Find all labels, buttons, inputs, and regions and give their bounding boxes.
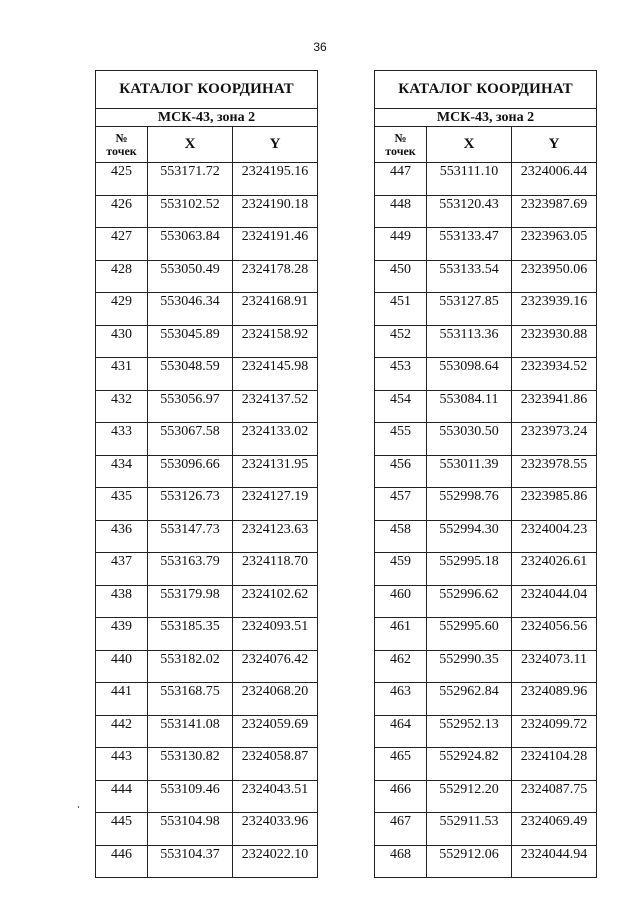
- y-coordinate: 2324006.44: [512, 163, 597, 196]
- coordinate-catalog-right: [374, 70, 597, 878]
- point-number: 443: [96, 748, 148, 781]
- x-coordinate: 553126.73: [148, 488, 233, 521]
- y-coordinate: 2324076.42: [233, 650, 318, 683]
- table-row: [375, 195, 597, 228]
- table-row: [96, 618, 318, 651]
- table-row: [375, 325, 597, 358]
- y-coordinate: 2324058.87: [233, 748, 318, 781]
- point-number: 427: [96, 228, 148, 261]
- point-number: 456: [375, 455, 427, 488]
- x-coordinate: 553111.10: [427, 163, 512, 196]
- table-row: [375, 358, 597, 391]
- table-row: [375, 455, 597, 488]
- table-row: [96, 845, 318, 878]
- point-number: 445: [96, 813, 148, 846]
- x-coordinate: 553011.39: [427, 455, 512, 488]
- y-coordinate: 2324168.91: [233, 293, 318, 326]
- x-coordinate: 553102.52: [148, 195, 233, 228]
- y-coordinate: 2324158.92: [233, 325, 318, 358]
- point-number: 446: [96, 845, 148, 878]
- table-row: [96, 650, 318, 683]
- table-row: [96, 585, 318, 618]
- point-number: 428: [96, 260, 148, 293]
- table-row: [375, 780, 597, 813]
- y-coordinate: 2324133.02: [233, 423, 318, 456]
- x-coordinate: 552995.18: [427, 553, 512, 586]
- point-number: 452: [375, 325, 427, 358]
- table-row: [96, 455, 318, 488]
- x-coordinate: 553120.43: [427, 195, 512, 228]
- x-coordinate: 552995.60: [427, 618, 512, 651]
- table-row: [96, 748, 318, 781]
- x-coordinate: 553096.66: [148, 455, 233, 488]
- column-header-number-sign: №: [394, 130, 407, 145]
- x-coordinate: 553133.47: [427, 228, 512, 261]
- point-number: 436: [96, 520, 148, 553]
- x-coordinate: 553113.36: [427, 325, 512, 358]
- y-coordinate: 2324145.98: [233, 358, 318, 391]
- point-number: 465: [375, 748, 427, 781]
- x-coordinate: 552962.84: [427, 683, 512, 716]
- point-number: 430: [96, 325, 148, 358]
- y-coordinate: 2324137.52: [233, 390, 318, 423]
- y-coordinate: 2323987.69: [512, 195, 597, 228]
- point-number: 440: [96, 650, 148, 683]
- y-coordinate: 2324099.72: [512, 715, 597, 748]
- point-number: 461: [375, 618, 427, 651]
- x-coordinate: 553104.98: [148, 813, 233, 846]
- point-number: 433: [96, 423, 148, 456]
- table-row: [375, 715, 597, 748]
- table-row: [96, 293, 318, 326]
- x-coordinate: 553030.50: [427, 423, 512, 456]
- table-row: [96, 715, 318, 748]
- y-coordinate: 2323939.16: [512, 293, 597, 326]
- point-number: 444: [96, 780, 148, 813]
- table-row: [96, 488, 318, 521]
- y-coordinate: 2324087.75: [512, 780, 597, 813]
- table-row: [375, 618, 597, 651]
- table-row: [375, 748, 597, 781]
- point-number: 455: [375, 423, 427, 456]
- point-number: 453: [375, 358, 427, 391]
- x-coordinate: 553182.02: [148, 650, 233, 683]
- point-number: 448: [375, 195, 427, 228]
- table-row: [96, 813, 318, 846]
- table-row: [375, 390, 597, 423]
- x-coordinate: 553048.59: [148, 358, 233, 391]
- catalog-subtitle: МСК-43, зона 2: [96, 109, 318, 127]
- table-row: [96, 780, 318, 813]
- point-number: 447: [375, 163, 427, 196]
- x-coordinate: 553104.37: [148, 845, 233, 878]
- catalog-subtitle: МСК-43, зона 2: [375, 109, 597, 127]
- x-coordinate: 553171.72: [148, 163, 233, 196]
- point-number: 464: [375, 715, 427, 748]
- point-number: 449: [375, 228, 427, 261]
- column-header-point-number: [96, 127, 148, 163]
- y-coordinate: 2324089.96: [512, 683, 597, 716]
- x-coordinate: 552912.06: [427, 845, 512, 878]
- table-row: [375, 845, 597, 878]
- y-coordinate: 2323934.52: [512, 358, 597, 391]
- y-coordinate: 2324104.28: [512, 748, 597, 781]
- x-coordinate: 553163.79: [148, 553, 233, 586]
- x-coordinate: 552990.35: [427, 650, 512, 683]
- y-coordinate: 2324022.10: [233, 845, 318, 878]
- y-coordinate: 2324059.69: [233, 715, 318, 748]
- y-coordinate: 2324093.51: [233, 618, 318, 651]
- y-coordinate: 2323978.55: [512, 455, 597, 488]
- x-coordinate: 552924.82: [427, 748, 512, 781]
- x-coordinate: 552994.30: [427, 520, 512, 553]
- column-header-x: X: [427, 127, 512, 163]
- x-coordinate: 553050.49: [148, 260, 233, 293]
- point-number: 451: [375, 293, 427, 326]
- y-coordinate: 2324131.95: [233, 455, 318, 488]
- y-coordinate: 2324195.16: [233, 163, 318, 196]
- table-row: [96, 683, 318, 716]
- x-coordinate: 552911.53: [427, 813, 512, 846]
- coordinate-catalog-left: [95, 70, 318, 878]
- point-number: 426: [96, 195, 148, 228]
- table-row: [375, 650, 597, 683]
- y-coordinate: 2323941.86: [512, 390, 597, 423]
- x-coordinate: 553056.97: [148, 390, 233, 423]
- y-coordinate: 2323963.05: [512, 228, 597, 261]
- y-coordinate: 2323985.86: [512, 488, 597, 521]
- table-row: [96, 390, 318, 423]
- x-coordinate: 553185.35: [148, 618, 233, 651]
- catalog-title: КАТАЛОГ КООРДИНАТ: [375, 71, 597, 109]
- table-row: [96, 423, 318, 456]
- y-coordinate: 2324191.46: [233, 228, 318, 261]
- y-coordinate: 2324123.63: [233, 520, 318, 553]
- y-coordinate: 2324044.04: [512, 585, 597, 618]
- point-number: 431: [96, 358, 148, 391]
- point-number: 434: [96, 455, 148, 488]
- x-coordinate: 553127.85: [427, 293, 512, 326]
- point-number: 460: [375, 585, 427, 618]
- x-coordinate: 553179.98: [148, 585, 233, 618]
- point-number: 437: [96, 553, 148, 586]
- y-coordinate: 2324102.62: [233, 585, 318, 618]
- y-coordinate: 2324044.94: [512, 845, 597, 878]
- x-coordinate: 553098.64: [427, 358, 512, 391]
- point-number: 450: [375, 260, 427, 293]
- y-coordinate: 2324026.61: [512, 553, 597, 586]
- point-number: 439: [96, 618, 148, 651]
- x-coordinate: 552998.76: [427, 488, 512, 521]
- point-number: 435: [96, 488, 148, 521]
- x-coordinate: 553147.73: [148, 520, 233, 553]
- column-header-points-word: точек: [106, 143, 137, 158]
- y-coordinate: 2324118.70: [233, 553, 318, 586]
- y-coordinate: 2324073.11: [512, 650, 597, 683]
- y-coordinate: 2324033.96: [233, 813, 318, 846]
- table-row: [96, 520, 318, 553]
- y-coordinate: 2324127.19: [233, 488, 318, 521]
- point-number: 463: [375, 683, 427, 716]
- scan-speck: [78, 806, 79, 808]
- table-row: [375, 585, 597, 618]
- table-row: [375, 293, 597, 326]
- point-number: 425: [96, 163, 148, 196]
- x-coordinate: 553063.84: [148, 228, 233, 261]
- catalog-title: КАТАЛОГ КООРДИНАТ: [96, 71, 318, 109]
- table-row: [96, 358, 318, 391]
- y-coordinate: 2324190.18: [233, 195, 318, 228]
- y-coordinate: 2323930.88: [512, 325, 597, 358]
- table-row: [96, 195, 318, 228]
- point-number: 459: [375, 553, 427, 586]
- table-row: [375, 813, 597, 846]
- point-number: 438: [96, 585, 148, 618]
- column-header-y: Y: [512, 127, 597, 163]
- point-number: 442: [96, 715, 148, 748]
- x-coordinate: 552912.20: [427, 780, 512, 813]
- y-coordinate: 2324069.49: [512, 813, 597, 846]
- x-coordinate: 552952.13: [427, 715, 512, 748]
- y-coordinate: 2324068.20: [233, 683, 318, 716]
- point-number: 466: [375, 780, 427, 813]
- table-row: [375, 520, 597, 553]
- y-coordinate: 2323973.24: [512, 423, 597, 456]
- table-row: [375, 488, 597, 521]
- point-number: 429: [96, 293, 148, 326]
- point-number: 457: [375, 488, 427, 521]
- column-header-y: Y: [233, 127, 318, 163]
- table-row: [375, 553, 597, 586]
- table-row: [375, 163, 597, 196]
- table-row: [375, 228, 597, 261]
- table-row: [96, 260, 318, 293]
- x-coordinate: 553168.75: [148, 683, 233, 716]
- x-coordinate: 553130.82: [148, 748, 233, 781]
- point-number: 458: [375, 520, 427, 553]
- column-header-points-word: точек: [385, 143, 416, 158]
- table-row: [96, 228, 318, 261]
- column-header-x: X: [148, 127, 233, 163]
- point-number: 462: [375, 650, 427, 683]
- table-row: [96, 163, 318, 196]
- y-coordinate: 2323950.06: [512, 260, 597, 293]
- x-coordinate: 553084.11: [427, 390, 512, 423]
- point-number: 441: [96, 683, 148, 716]
- column-header-number-sign: №: [115, 130, 128, 145]
- point-number: 467: [375, 813, 427, 846]
- x-coordinate: 553046.34: [148, 293, 233, 326]
- page-number: 36: [313, 40, 327, 54]
- table-row: [375, 260, 597, 293]
- y-coordinate: 2324004.23: [512, 520, 597, 553]
- x-coordinate: 553141.08: [148, 715, 233, 748]
- table-row: [96, 325, 318, 358]
- column-header-point-number: [375, 127, 427, 163]
- y-coordinate: 2324043.51: [233, 780, 318, 813]
- x-coordinate: 553067.58: [148, 423, 233, 456]
- y-coordinate: 2324178.28: [233, 260, 318, 293]
- y-coordinate: 2324056.56: [512, 618, 597, 651]
- point-number: 432: [96, 390, 148, 423]
- point-number: 468: [375, 845, 427, 878]
- table-row: [375, 683, 597, 716]
- table-row: [96, 553, 318, 586]
- x-coordinate: 553045.89: [148, 325, 233, 358]
- x-coordinate: 553133.54: [427, 260, 512, 293]
- table-row: [375, 423, 597, 456]
- point-number: 454: [375, 390, 427, 423]
- x-coordinate: 553109.46: [148, 780, 233, 813]
- x-coordinate: 552996.62: [427, 585, 512, 618]
